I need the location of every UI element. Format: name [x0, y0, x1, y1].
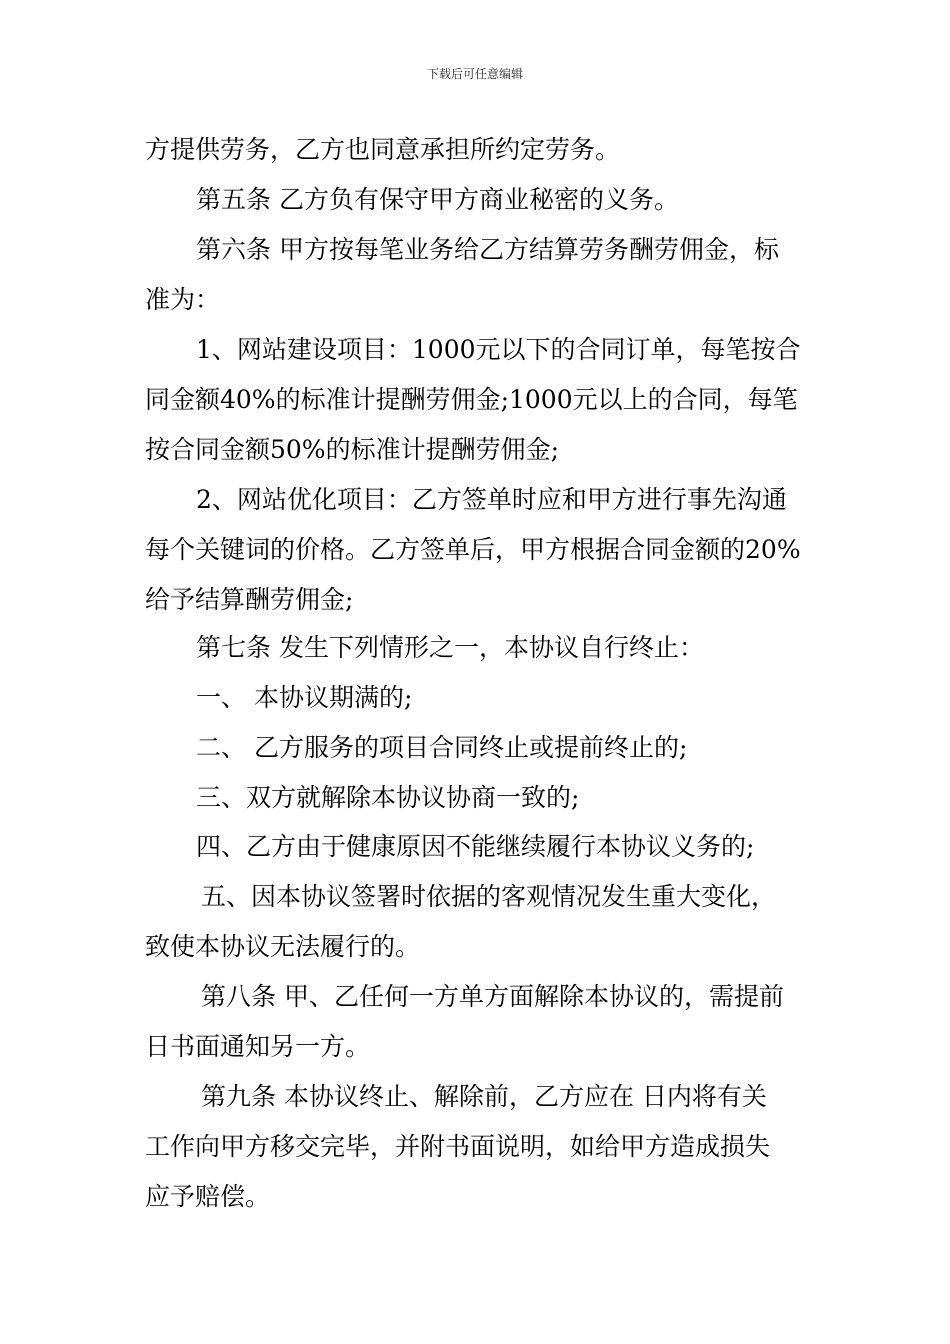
text-line: 三、双方就解除本协议协商一致的;: [196, 783, 580, 812]
text-line: 按合同金额50%的标准计提酬劳佣金;: [145, 435, 559, 464]
text-line: 日书面通知另一方。: [145, 1032, 371, 1061]
text-line: 方提供劳务，乙方也同意承担所约定劳务。: [145, 135, 621, 164]
text-line: 第九条 本协议终止、解除前，乙方应在 日内将有关: [201, 1082, 767, 1111]
text-line: 四、乙方由于健康原因不能继续履行本协议义务的;: [196, 832, 755, 861]
text-line: 第六条 甲方按每笔业务给乙方结算劳务酬劳佣金，标: [196, 235, 779, 264]
text-line: 致使本协议无法履行的。: [145, 932, 421, 961]
text-line: 同金额40%的标准计提酬劳佣金;1000元以上的合同，每笔: [145, 385, 798, 414]
page-header: 下载后可任意编辑: [426, 67, 523, 81]
text-line: 应予赔偿。: [145, 1182, 271, 1211]
text-line: 给予结算酬劳佣金;: [145, 585, 354, 614]
text-line: 第五条 乙方负有保守甲方商业秘密的义务。: [196, 185, 679, 214]
text-line: 第七条 发生下列情形之一，本协议自行终止：: [196, 633, 704, 662]
text-line: 工作向甲方移交完毕，并附书面说明，如给甲方造成损失: [145, 1132, 771, 1161]
text-line: 准为：: [145, 285, 221, 314]
text-line: 1、网站建设项目：1000元以下的合同订单，每笔按合: [196, 335, 801, 364]
text-line: 一、 本协议期满的;: [196, 683, 413, 712]
text-line: 每个关键词的价格。乙方签单后，甲方根据合同金额的20%: [145, 535, 801, 564]
text-line: 二、 乙方服务的项目合同终止或提前终止的;: [196, 733, 688, 762]
text-line: 2、网站优化项目：乙方签单时应和甲方进行事先沟通: [196, 485, 787, 514]
text-line: 五、因本协议签署时依据的客观情况发生重大变化，: [201, 882, 777, 911]
text-line: 第八条 甲、乙任何一方单方面解除本协议的，需提前: [201, 982, 784, 1011]
